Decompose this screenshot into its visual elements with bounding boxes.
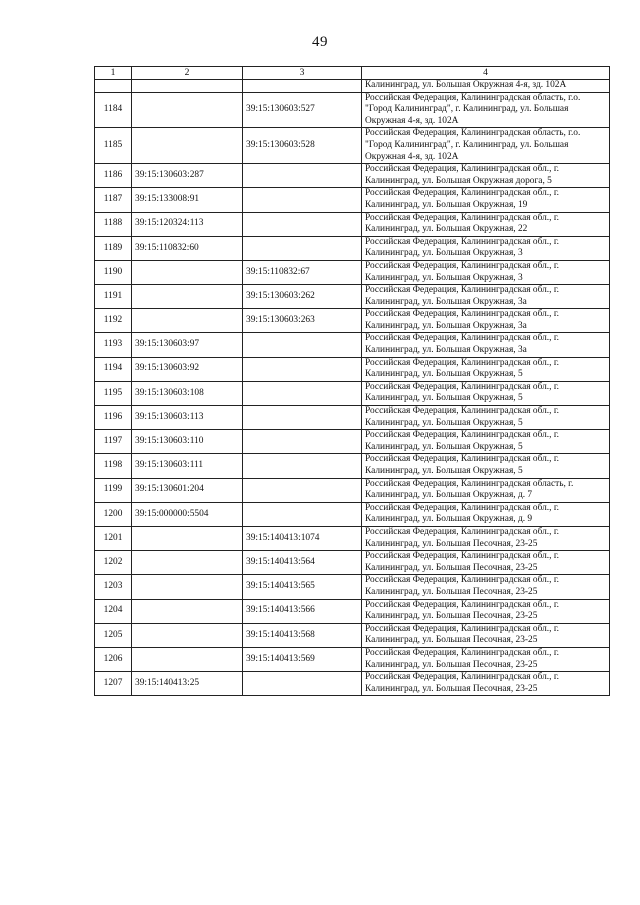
row-number-cell: 1188 (95, 212, 132, 236)
row-number-cell: 1206 (95, 647, 132, 671)
address-cell: Российская Федерация, Калининградская обл., г. Калининград, ул. Большая Окружная дорога, 5 (362, 164, 610, 188)
table-row (95, 381, 610, 405)
table-row (95, 212, 610, 236)
table-row (95, 454, 610, 478)
table-row (95, 260, 610, 284)
table-row (95, 406, 610, 430)
building-cadastral-number-cell (243, 430, 362, 454)
address-cell: Российская Федерация, Калининградская обл., г. Калининград, ул. Большая Окружная, 3а (362, 333, 610, 357)
row-number-cell: 1192 (95, 309, 132, 333)
land-cadastral-number-cell (132, 92, 243, 128)
building-cadastral-number-cell (243, 188, 362, 212)
row-number-cell: 1202 (95, 551, 132, 575)
address-cell: Российская Федерация, Калининградская обл., г. Калининград, ул. Большая Окружная, 19 (362, 188, 610, 212)
header-col-3: 3 (243, 67, 362, 80)
land-cadastral-number-cell (132, 551, 243, 575)
address-cell: Российская Федерация, Калининградская обл., г. Калининград, ул. Большая Песочная, 23-25 (362, 672, 610, 696)
row-number-cell: 1196 (95, 406, 132, 430)
land-cadastral-number-cell (132, 526, 243, 550)
land-cadastral-number-cell (132, 599, 243, 623)
address-cell: Российская Федерация, Калининградская обл., г. Калининград, ул. Большая Песочная, 23-25 (362, 623, 610, 647)
row-number-cell: 1199 (95, 478, 132, 502)
address-cell: Российская Федерация, Калининградская обл., г. Калининград, ул. Большая Окружная, 3 (362, 260, 610, 284)
address-cell: Российская Федерация, Калининградская область, г.о. "Город Калининград", г. Калининград, ул. Большая Окружная 4-я, зд. 102А (362, 128, 610, 164)
address-cell: Российская Федерация, Калининградская обл., г. Калининград, ул. Большая Окружная, 5 (362, 381, 610, 405)
land-cadastral-number-cell: 39:15:120324:113 (132, 212, 243, 236)
address-cell: Российская Федерация, Калининградская обл., г. Калининград, ул. Большая Окружная, 3а (362, 285, 610, 309)
building-cadastral-number-cell (243, 381, 362, 405)
land-cadastral-number-cell: 39:15:130601:204 (132, 478, 243, 502)
table-row (95, 128, 610, 164)
land-cadastral-number-cell: 39:15:130603:92 (132, 357, 243, 381)
table-row (95, 599, 610, 623)
land-cadastral-number-cell: 39:15:130603:287 (132, 164, 243, 188)
table-row (95, 478, 610, 502)
table-row (95, 164, 610, 188)
land-cadastral-number-cell (132, 260, 243, 284)
table-row (95, 672, 610, 696)
land-cadastral-number-cell: 39:15:133008:91 (132, 188, 243, 212)
row-number-cell: 1201 (95, 526, 132, 550)
header-row (95, 67, 610, 80)
row-number-cell: 1198 (95, 454, 132, 478)
building-cadastral-number-cell (243, 672, 362, 696)
land-cadastral-number-cell: 39:15:130603:111 (132, 454, 243, 478)
address-cell: Российская Федерация, Калининградская обл., г. Калининград, ул. Большая Окружная, 22 (362, 212, 610, 236)
land-cadastral-number-cell (132, 285, 243, 309)
building-cadastral-number-cell: 39:15:140413:565 (243, 575, 362, 599)
row-number-cell: 1185 (95, 128, 132, 164)
address-cell: Российская Федерация, Калининградская обл., г. Калининград, ул. Большая Окружная, д. 9 (362, 502, 610, 526)
row-number-cell: 1203 (95, 575, 132, 599)
building-cadastral-number-cell (243, 164, 362, 188)
header-col-2: 2 (132, 67, 243, 80)
land-cadastral-number-cell (132, 80, 243, 93)
address-cell: Российская Федерация, Калининградская обл., г. Калининград, ул. Большая Окружная, 5 (362, 357, 610, 381)
table-row (95, 309, 610, 333)
building-cadastral-number-cell: 39:15:130603:262 (243, 285, 362, 309)
table-row (95, 333, 610, 357)
row-number-cell: 1184 (95, 92, 132, 128)
row-number-cell: 1207 (95, 672, 132, 696)
header-col-1: 1 (95, 67, 132, 80)
building-cadastral-number-cell (243, 212, 362, 236)
table-row (95, 575, 610, 599)
table-row (95, 502, 610, 526)
address-cell: Российская Федерация, Калининградская обл., г. Калининград, ул. Большая Песочная, 23-25 (362, 551, 610, 575)
row-number-cell: 1204 (95, 599, 132, 623)
address-cell: Российская Федерация, Калининградская область, г. Калининград, ул. Большая Окружная, д. 7 (362, 478, 610, 502)
land-cadastral-number-cell: 39:15:140413:25 (132, 672, 243, 696)
address-cell: Российская Федерация, Калининградская область, г.о. "Город Калининград", г. Калининград, ул. Большая Окружная 4-я, зд. 102А (362, 92, 610, 128)
building-cadastral-number-cell: 39:15:140413:566 (243, 599, 362, 623)
table-row (95, 357, 610, 381)
table-header (95, 67, 610, 80)
table-row (95, 188, 610, 212)
building-cadastral-number-cell: 39:15:130603:528 (243, 128, 362, 164)
building-cadastral-number-cell: 39:15:140413:568 (243, 623, 362, 647)
address-cell: Российская Федерация, Калининградская обл., г. Калининград, ул. Большая Окружная, 5 (362, 406, 610, 430)
building-cadastral-number-cell (243, 357, 362, 381)
land-cadastral-number-cell: 39:15:130603:97 (132, 333, 243, 357)
building-cadastral-number-cell (243, 236, 362, 260)
row-number-cell: 1191 (95, 285, 132, 309)
table-row (95, 526, 610, 550)
land-cadastral-number-cell: 39:15:130603:113 (132, 406, 243, 430)
building-cadastral-number-cell: 39:15:140413:564 (243, 551, 362, 575)
building-cadastral-number-cell: 39:15:140413:1074 (243, 526, 362, 550)
building-cadastral-number-cell (243, 454, 362, 478)
address-cell: Российская Федерация, Калининградская обл., г. Калининград, ул. Большая Окружная, 5 (362, 430, 610, 454)
address-cell: Российская Федерация, Калининградская обл., г. Калининград, ул. Большая Окружная, 3а (362, 309, 610, 333)
table-row (95, 551, 610, 575)
table-row (95, 285, 610, 309)
building-cadastral-number-cell: 39:15:110832:67 (243, 260, 362, 284)
address-cell: Российская Федерация, Калининградская обл., г. Калининград, ул. Большая Окружная, 3 (362, 236, 610, 260)
table-row (95, 92, 610, 128)
address-cell: Российская Федерация, Калининградская обл., г. Калининград, ул. Большая Окружная, 5 (362, 454, 610, 478)
header-col-4: 4 (362, 67, 610, 80)
land-cadastral-number-cell (132, 647, 243, 671)
table-row (95, 623, 610, 647)
row-number-cell: 1197 (95, 430, 132, 454)
row-number-cell: 1194 (95, 357, 132, 381)
building-cadastral-number-cell: 39:15:130603:527 (243, 92, 362, 128)
land-cadastral-number-cell (132, 623, 243, 647)
address-cell: Российская Федерация, Калининградская обл., г. Калининград, ул. Большая Песочная, 23-25 (362, 575, 610, 599)
registry-table (94, 66, 610, 696)
land-cadastral-number-cell (132, 309, 243, 333)
row-number-cell: 1190 (95, 260, 132, 284)
address-cell: Российская Федерация, Калининградская обл., г. Калининград, ул. Большая Песочная, 23-25 (362, 599, 610, 623)
land-cadastral-number-cell (132, 575, 243, 599)
table-row (95, 430, 610, 454)
building-cadastral-number-cell (243, 406, 362, 430)
building-cadastral-number-cell (243, 502, 362, 526)
row-number-cell: 1187 (95, 188, 132, 212)
building-cadastral-number-cell (243, 478, 362, 502)
address-cell: Калининград, ул. Большая Окружная 4-я, зд. 102А (362, 80, 610, 93)
land-cadastral-number-cell (132, 128, 243, 164)
table-row (95, 647, 610, 671)
building-cadastral-number-cell (243, 333, 362, 357)
row-number-cell: 1193 (95, 333, 132, 357)
land-cadastral-number-cell: 39:15:000000:5504 (132, 502, 243, 526)
address-cell: Российская Федерация, Калининградская обл., г. Калининград, ул. Большая Песочная, 23-25 (362, 526, 610, 550)
building-cadastral-number-cell (243, 80, 362, 93)
row-number-cell: 1195 (95, 381, 132, 405)
row-number-cell: 1205 (95, 623, 132, 647)
land-cadastral-number-cell: 39:15:110832:60 (132, 236, 243, 260)
row-number-cell (95, 80, 132, 93)
building-cadastral-number-cell: 39:15:130603:263 (243, 309, 362, 333)
table-row (95, 236, 610, 260)
row-number-cell: 1189 (95, 236, 132, 260)
row-number-cell: 1200 (95, 502, 132, 526)
table-body (95, 80, 610, 696)
land-cadastral-number-cell: 39:15:130603:108 (132, 381, 243, 405)
building-cadastral-number-cell: 39:15:140413:569 (243, 647, 362, 671)
land-cadastral-number-cell: 39:15:130603:110 (132, 430, 243, 454)
address-cell: Российская Федерация, Калининградская обл., г. Калининград, ул. Большая Песочная, 23-25 (362, 647, 610, 671)
table-row (95, 80, 610, 93)
page-number: 49 (312, 34, 328, 50)
row-number-cell: 1186 (95, 164, 132, 188)
